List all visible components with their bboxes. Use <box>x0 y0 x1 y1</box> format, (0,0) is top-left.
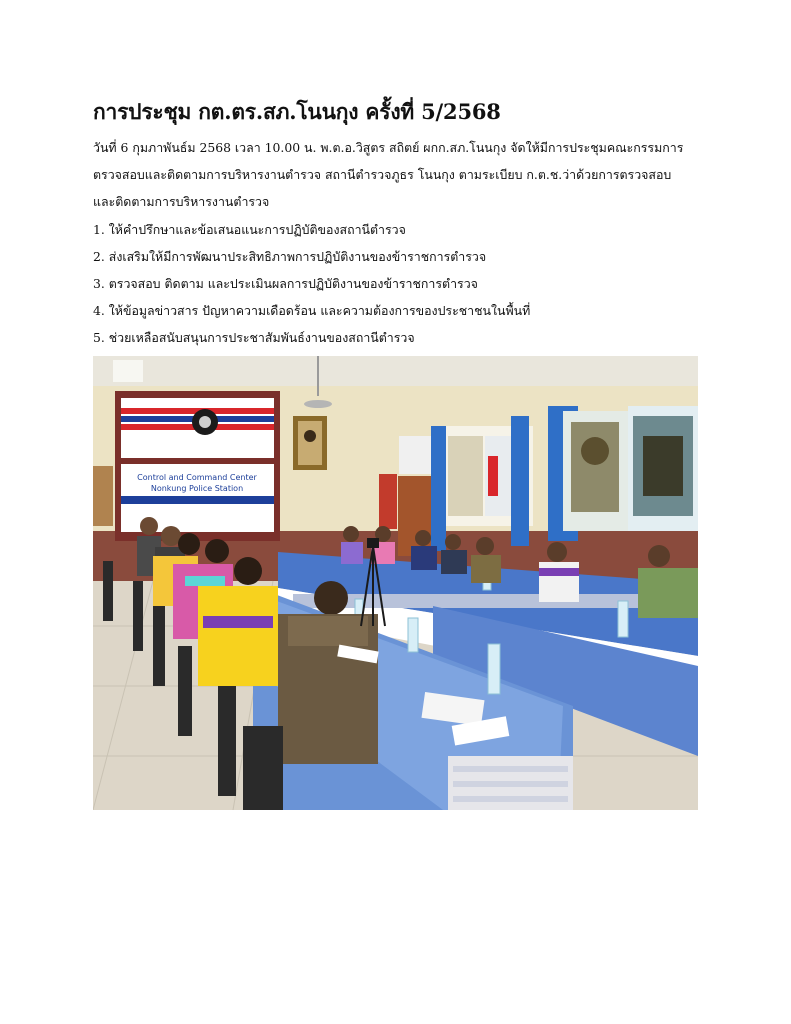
meeting-photo <box>93 356 698 810</box>
list-item: 1. ให้คำปรึกษาและข้อเสนอแนะการปฏิบัติของสถานีตำรวจ <box>93 221 406 237</box>
intro-line: วันที่ 6 กุมภาพันธ์ม 2568 เวลา 10.00 น. พ.ต.อ.วิสูตร สถิตย์ ผกก.สภ.โนนกุง จัดให้มีการประชุมคณะกรรมการ <box>93 140 684 155</box>
banner-line: Control and Command Center <box>137 473 257 482</box>
list-item: 5. ช่วยเหลือสนับสนุนการประชาสัมพันธ์งานของสถานีตำรวจ <box>93 330 415 346</box>
list-item: 2. ส่งเสริมให้มีการพัฒนาประสิทธิภาพการปฏิบัติงานของข้าราชการตำรวจ <box>93 248 487 264</box>
intro-line: และติดตามการบริหารงานตำรวจ <box>93 194 270 210</box>
meeting-photo-illustration <box>93 356 698 810</box>
list-item: 3. ตรวจสอบ ติดตาม และประเมินผลการปฏิบัติงานของข้าราชการตำรวจ <box>93 275 478 291</box>
banner-line: Nonkung Police Station <box>150 484 244 493</box>
document-title: การประชุม กต.ตร.สภ.โนนกุง ครั้งที่ 5/2568 <box>93 99 501 124</box>
intro-line: ตรวจสอบและติดตามการบริหารงานตำรวจ สถานีตำรวจภูธร โนนกุง ตามระเบียบ ก.ต.ช.ว่าด้วยการตรวจสอบ <box>93 167 672 183</box>
document-body <box>93 134 703 352</box>
list-item: 4. ให้ข้อมูลข่าวสาร ปัญหาความเดือดร้อน และความต้องการของประชาชนในพื้นที่ <box>93 303 531 319</box>
